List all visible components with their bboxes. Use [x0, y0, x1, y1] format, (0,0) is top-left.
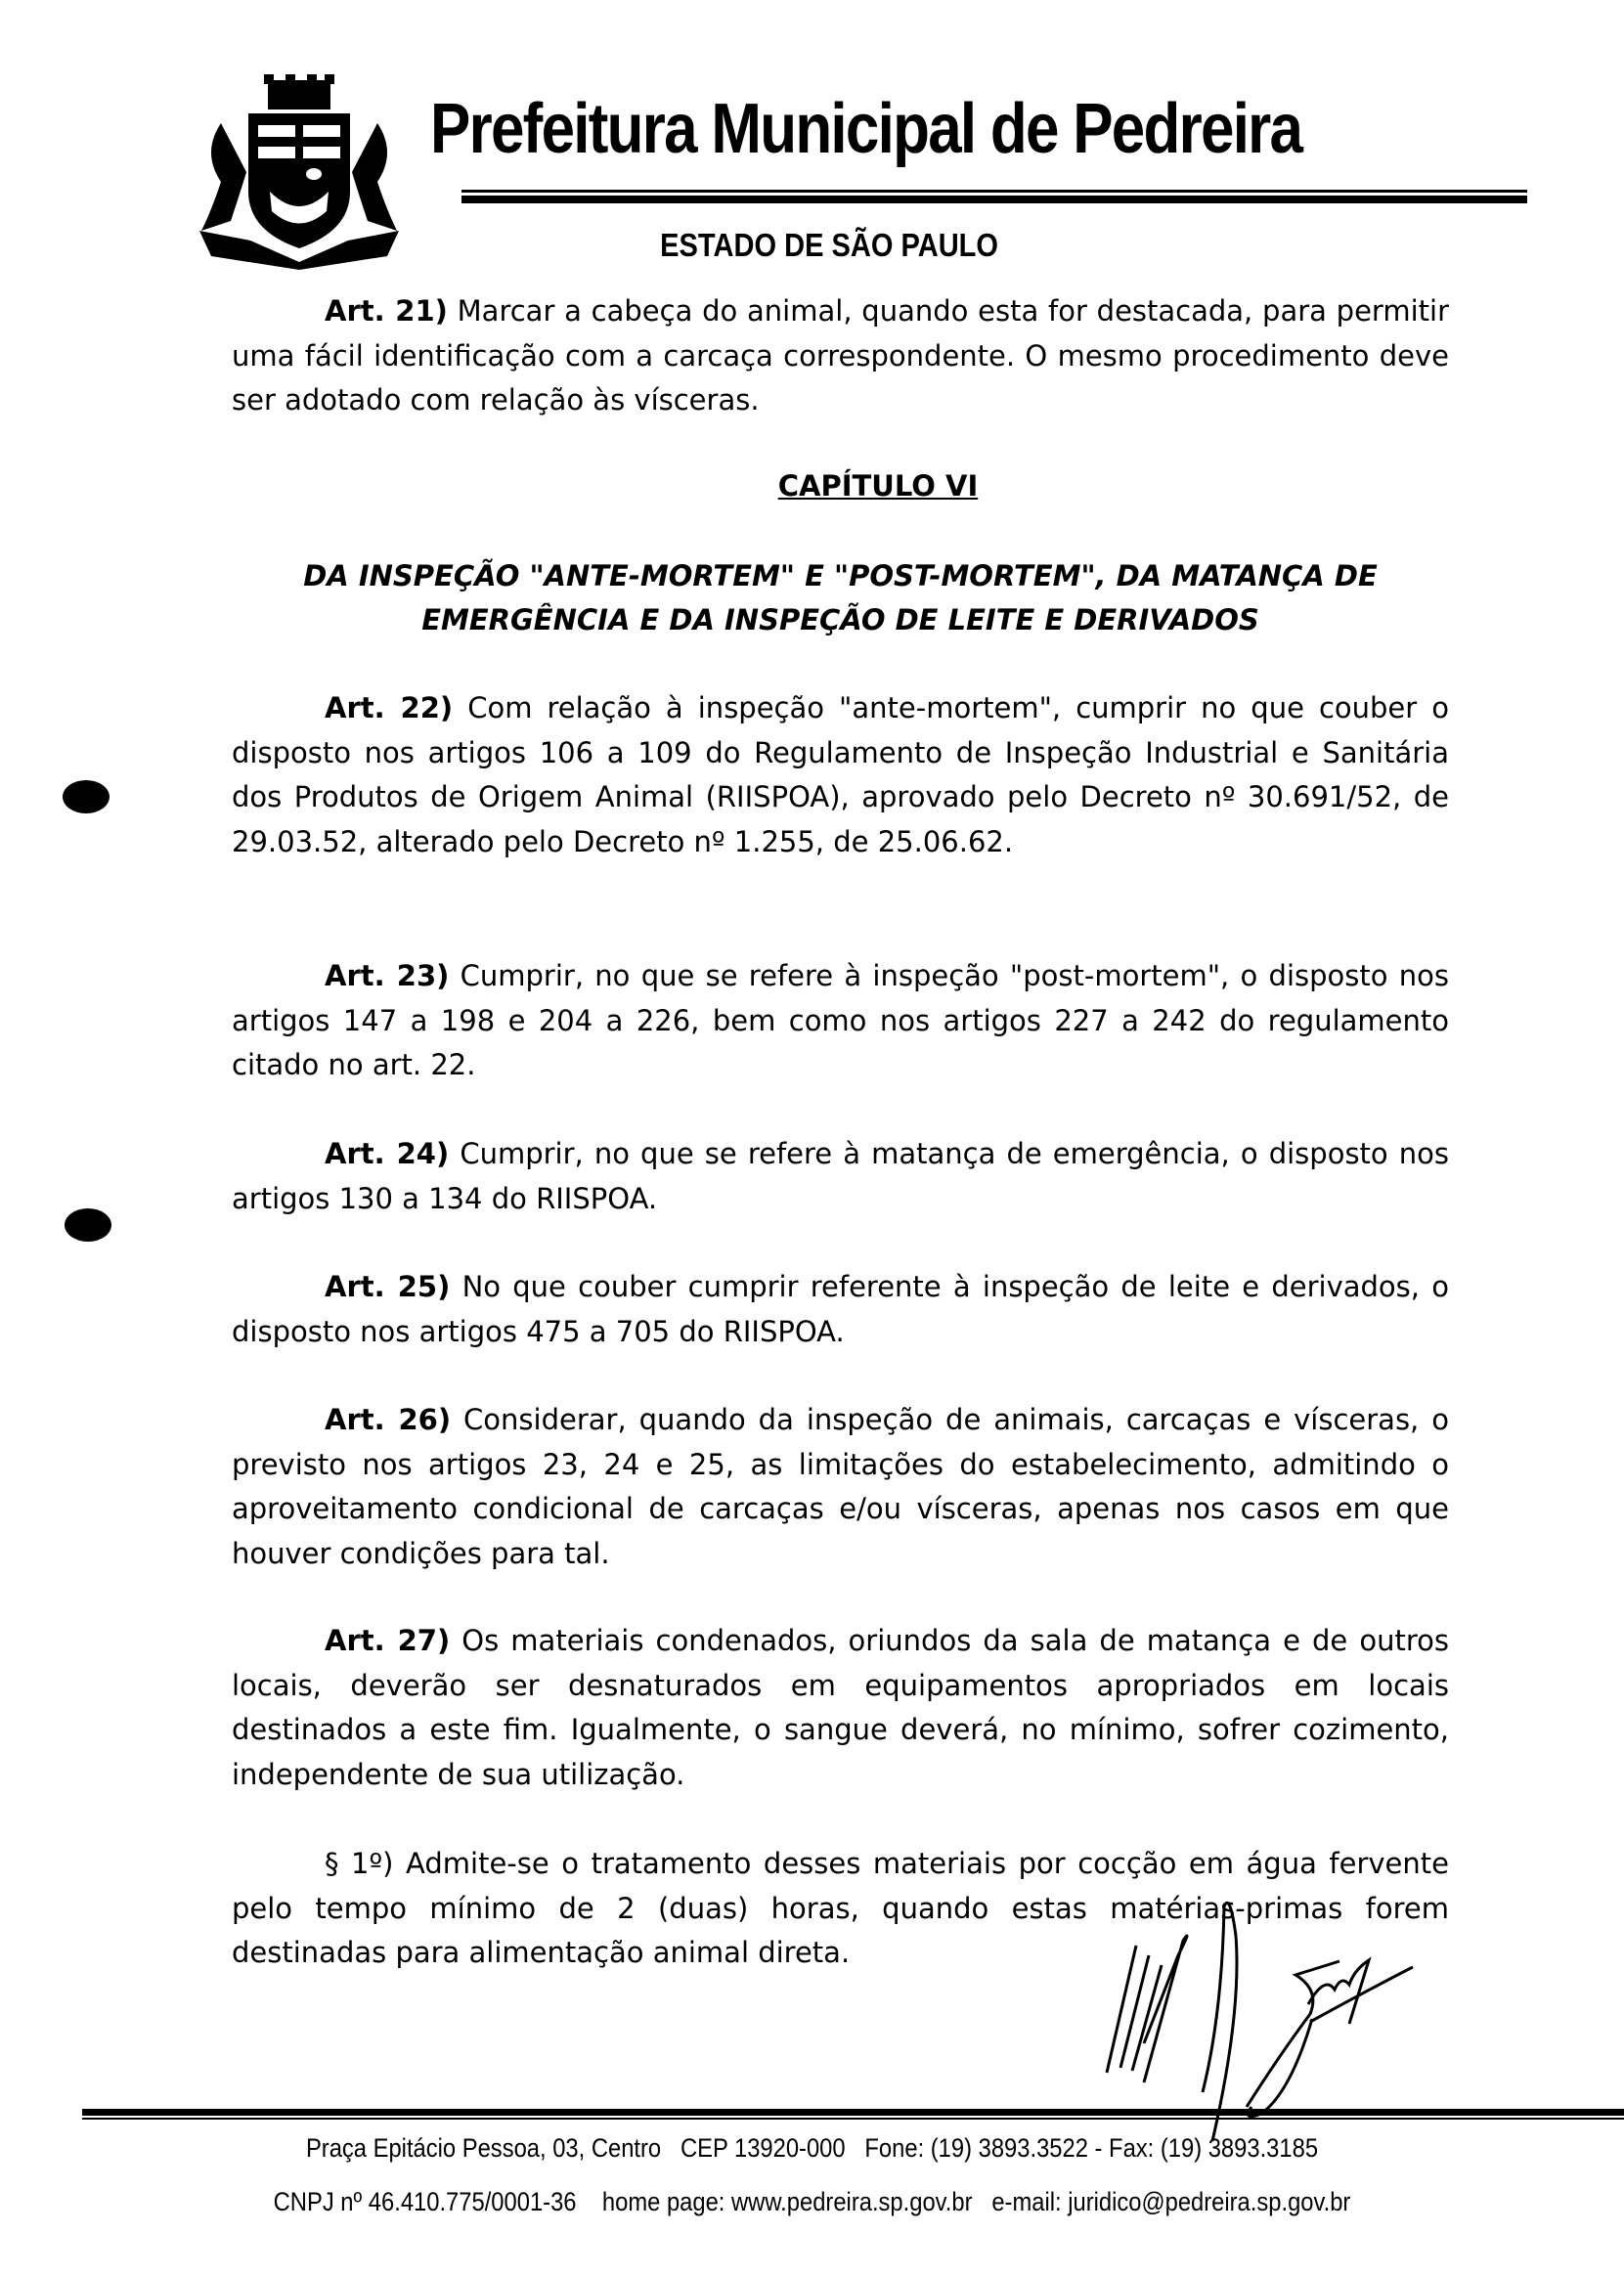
- article-24: [232, 1132, 1449, 1221]
- header-rule-thin: [461, 190, 1527, 193]
- state-subtitle: ESTADO DE SÃO PAULO: [660, 227, 999, 263]
- article-23: [232, 954, 1449, 1088]
- article-text: Com relação à inspeção "ante-mortem", cumprir no que couber o disposto nos artigos 106 a 109 do Regulamento de Inspeção Industrial e Sanitária dos Produtos de Origem Animal (RIISPOA), aprovado pelo Decreto nº 30.691/52, de 29.03.52, alterado pelo Decreto nº 1.255, de 25.06.62.: [232, 691, 1449, 858]
- article-text: Cumprir, no que se refere à inspeção "post-mortem", o disposto nos artigos 147 a 198 e 204 a 226, bem como nos artigos 227 a 242 do regulamento citado no art. 22.: [232, 959, 1449, 1081]
- header-rule-thick: [461, 196, 1527, 203]
- article-label: Art. 25): [325, 1270, 451, 1303]
- article-text: Os materiais condenados, oriundos da sala de matança e de outros locais, deverão ser desnaturados em equipamentos apropriados em locais destinados a este fim. Igualmente, o sangue deverá, no mínimo, sofrer cozimento, independente de sua utilização.: [232, 1624, 1449, 1791]
- footer-rule-thick: [82, 2109, 1624, 2116]
- punch-hole: [65, 1208, 111, 1242]
- article-text: Marcar a cabeça do animal, quando esta for destacada, para permitir uma fácil identificação com a carcaça correspondente. O mesmo procedimento deve ser adotado com relação às vísceras.: [232, 294, 1449, 416]
- article-text: Considerar, quando da inspeção de animais, carcaças e vísceras, o previsto nos artigos 23, 24 e 25, as limitações do estabelecimento, admitindo o aproveitamento condicional de carcaças e/ou vísceras, apenas nos casos em que houver condições para tal.: [232, 1403, 1449, 1570]
- paragraph-text: § 1º) Admite-se o tratamento desses materiais por cocção em água fervente pelo tempo mínimo de 2 (duas) horas, quando estas matérias-primas forem destinadas para alimentação animal direta.: [232, 1847, 1449, 1969]
- article-text: No que couber cumprir referente à inspeção de leite e derivados, o disposto nos artigos 475 a 705 do RIISPOA.: [232, 1270, 1449, 1348]
- punch-hole: [63, 780, 110, 813]
- article-label: Art. 23): [325, 959, 450, 992]
- article-label: Art. 21): [325, 294, 448, 328]
- article-21: [232, 289, 1449, 423]
- article-26: [232, 1398, 1449, 1576]
- article-22: [232, 686, 1449, 864]
- article-25: [232, 1265, 1449, 1354]
- chapter-title: DA INSPEÇÃO "ANTE-MORTEM" E "POST-MORTEM", DA MATANÇA DE EMERGÊNCIA E DA INSPEÇÃO DE LEITE E DERIVADOS: [303, 559, 1378, 636]
- article-label: Art. 24): [325, 1137, 450, 1170]
- article-text: Cumprir, no que se refere à matança de emergência, o disposto nos artigos 130 a 134 do RIISPOA.: [232, 1137, 1449, 1215]
- chapter-number: CAPÍTULO VI: [777, 469, 979, 503]
- article-label: Art. 26): [325, 1403, 452, 1436]
- institution-title: Prefeitura Municipal de Pedreira: [430, 90, 1302, 168]
- article-27: [232, 1619, 1449, 1797]
- footer-rule-thin: [82, 2118, 1624, 2120]
- article-label: Art. 22): [325, 691, 454, 724]
- article-label: Art. 27): [325, 1624, 451, 1657]
- footer-contact: CNPJ nº 46.410.775/0001-36 home page: www.pedreira.sp.gov.br e-mail: juridico@pedreira.sp.gov.br: [273, 2187, 1351, 2216]
- footer-address: Praça Epitácio Pessoa, 03, Centro CEP 13920-000 Fone: (19) 3893.3522 - Fax: (19) 3893.3185: [305, 2133, 1319, 2163]
